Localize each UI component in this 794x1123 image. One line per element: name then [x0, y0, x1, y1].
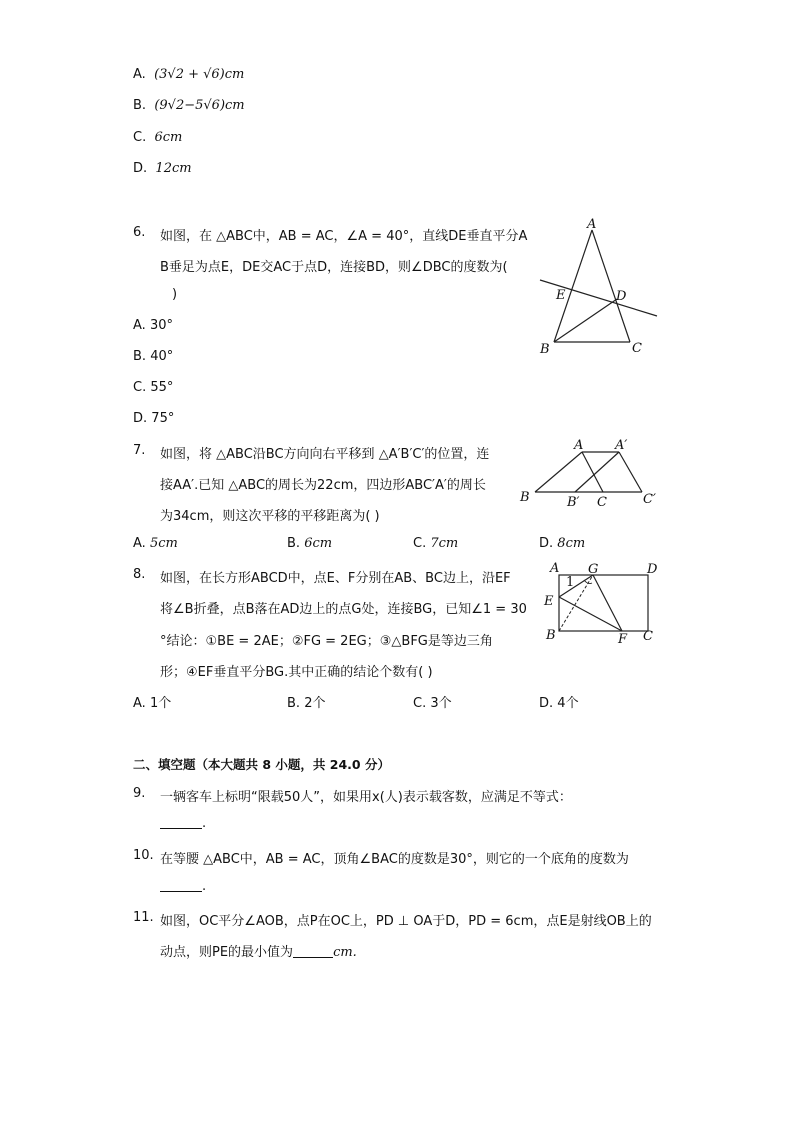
option-text: 55° [150, 380, 174, 395]
option-letter: A. [133, 318, 146, 333]
option-letter: D. [539, 696, 554, 711]
option-letter: B. [133, 98, 147, 113]
label-d: D [616, 289, 627, 304]
q10-answer-line [160, 879, 206, 894]
q8-line-4: 形；④EF垂直平分BG.其中正确的结论个数有( ) [160, 665, 433, 680]
q5-option-a [133, 67, 244, 82]
q10-line-1: 在等腰 △ABC中，AB = AC，顶角∠BAC的度数是30°，则它的一个底角的度数为 [160, 852, 629, 867]
option-text: 3个 [430, 696, 452, 711]
q9-end: . [202, 816, 207, 831]
label-a-prime: A′ [615, 438, 628, 453]
option-text: 7cm [430, 536, 459, 551]
answer-blank[interactable] [160, 879, 202, 892]
q10-end: . [202, 879, 207, 894]
q7-option-a [133, 536, 178, 551]
option-letter: C. [413, 536, 427, 551]
option-letter: C. [133, 380, 147, 395]
q6-number: 6. [133, 225, 146, 240]
q7-line-3: 为34cm，则这次平移的平移距离为( ) [160, 509, 380, 524]
option-letter: C. [413, 696, 427, 711]
q5-option-c [133, 130, 182, 145]
option-text: 6cm [304, 536, 333, 551]
option-letter: B. [287, 536, 301, 551]
option-text: 4个 [557, 696, 579, 711]
label-c-prime: C′ [643, 492, 656, 507]
option-letter: B. [287, 696, 301, 711]
q7-translation-figure [515, 435, 665, 513]
q10-number: 10. [133, 848, 154, 863]
option-text: 40° [150, 349, 174, 364]
q6-option-b [133, 349, 173, 364]
q8-line-2: 将∠B折叠，点B落在AD边上的点G处，连接BG，已知∠1 = 30 [160, 602, 527, 617]
q9-answer-line [160, 816, 206, 831]
q7-number: 7. [133, 443, 146, 458]
q7-option-b [287, 536, 332, 551]
label-a: A [587, 217, 597, 232]
option-text: 5cm [149, 536, 178, 551]
side-ac [592, 230, 630, 342]
q9-line-1: 一辆客车上标明“限载50人”，如果用x(人)表示载客数，应满足不等式： [160, 790, 572, 805]
label-c: C [597, 495, 607, 510]
q9-number: 9. [133, 786, 146, 801]
label-e: E [544, 594, 554, 609]
label-b: B [540, 342, 550, 357]
q11-line2-pre: 动点，则PE的最小值为 [160, 945, 294, 960]
q8-option-a [133, 692, 171, 711]
q11-line2-post: cm. [333, 945, 357, 960]
side-ab [535, 452, 582, 492]
q8-rectangle-fold-figure [540, 558, 665, 650]
option-text: 2个 [304, 696, 326, 711]
option-letter: D. [133, 161, 148, 176]
q8-option-c [413, 692, 452, 711]
option-letter: B. [133, 349, 147, 364]
q6-line-2: B垂足为点E，DE交AC于点D，连接BD，则∠DBC的度数为( [160, 260, 508, 275]
segment-eg [559, 575, 593, 597]
q8-option-d [539, 692, 579, 711]
option-text: 8cm [557, 536, 586, 551]
q11-line-2 [160, 941, 357, 960]
q8-line-3: °结论：①BE = 2AE；②FG = 2EG；③△BFG是等边三角 [160, 634, 493, 649]
q6-line-1: 如图，在 △ABC中，AB = AC，∠A = 40°，直线DE垂直平分A [160, 229, 528, 244]
q7-line-1: 如图，将 △ABC沿BC方向向右平移到 △A′B′C′的位置，连 [160, 447, 490, 462]
q7-option-d [539, 536, 585, 551]
option-letter: A. [133, 536, 146, 551]
option-letter: D. [539, 536, 554, 551]
label-b-prime: B′ [567, 495, 580, 510]
label-c: C [632, 341, 642, 356]
option-text: (3√2 + √6)cm [154, 67, 245, 82]
label-b: B [520, 490, 530, 505]
label-a: A [574, 438, 584, 453]
q8-option-b [287, 692, 325, 711]
label-d: D [647, 562, 658, 577]
q8-number: 8. [133, 567, 146, 582]
q6-option-a [133, 318, 173, 333]
option-letter: C. [133, 130, 147, 145]
answer-blank[interactable] [293, 945, 333, 958]
q6-triangle-figure [530, 212, 665, 360]
option-text: (9√2−5√6)cm [154, 98, 245, 113]
option-text: 12cm [155, 161, 192, 176]
label-c: C [643, 629, 653, 644]
option-text: 30° [149, 318, 173, 333]
option-text: 6cm [154, 130, 183, 145]
option-text: 1个 [149, 696, 172, 711]
label-a: A [550, 561, 560, 576]
answer-blank[interactable] [160, 816, 202, 829]
option-letter: A. [133, 67, 146, 82]
label-f: F [618, 632, 628, 647]
section-title: 二、填空题（本大题共 8 小题，共 24.0 分） [133, 757, 390, 772]
q11-line-1: 如图，OC平分∠AOB，点P在OC上，PD ⊥ OA于D，PD = 6cm，点E是射线OB上的 [160, 914, 652, 929]
q6-option-c [133, 380, 173, 395]
label-e: E [556, 288, 566, 303]
segment-bd [554, 299, 617, 342]
q7-line-2: 接AA′.已知 △ABC的周长为22cm，四边形ABC′A′的周长 [160, 478, 486, 493]
side-ac [582, 452, 603, 492]
q6-option-d [133, 411, 174, 426]
label-g: G [588, 562, 599, 577]
q6-line-3: ) [172, 287, 178, 302]
label-angle-1: 1 [566, 575, 575, 590]
q7-option-c [413, 536, 458, 551]
side-a2c2 [619, 452, 642, 492]
q11-number: 11. [133, 910, 154, 925]
option-letter: D. [133, 411, 148, 426]
side-a2b2 [575, 452, 619, 492]
q8-line-1: 如图，在长方形ABCD中，点E、F分别在AB、BC边上，沿EF [160, 571, 511, 586]
q5-option-b [133, 98, 245, 113]
option-text: 75° [151, 411, 175, 426]
label-b: B [546, 628, 556, 643]
q5-option-d [133, 161, 192, 176]
option-letter: A. [133, 696, 146, 711]
